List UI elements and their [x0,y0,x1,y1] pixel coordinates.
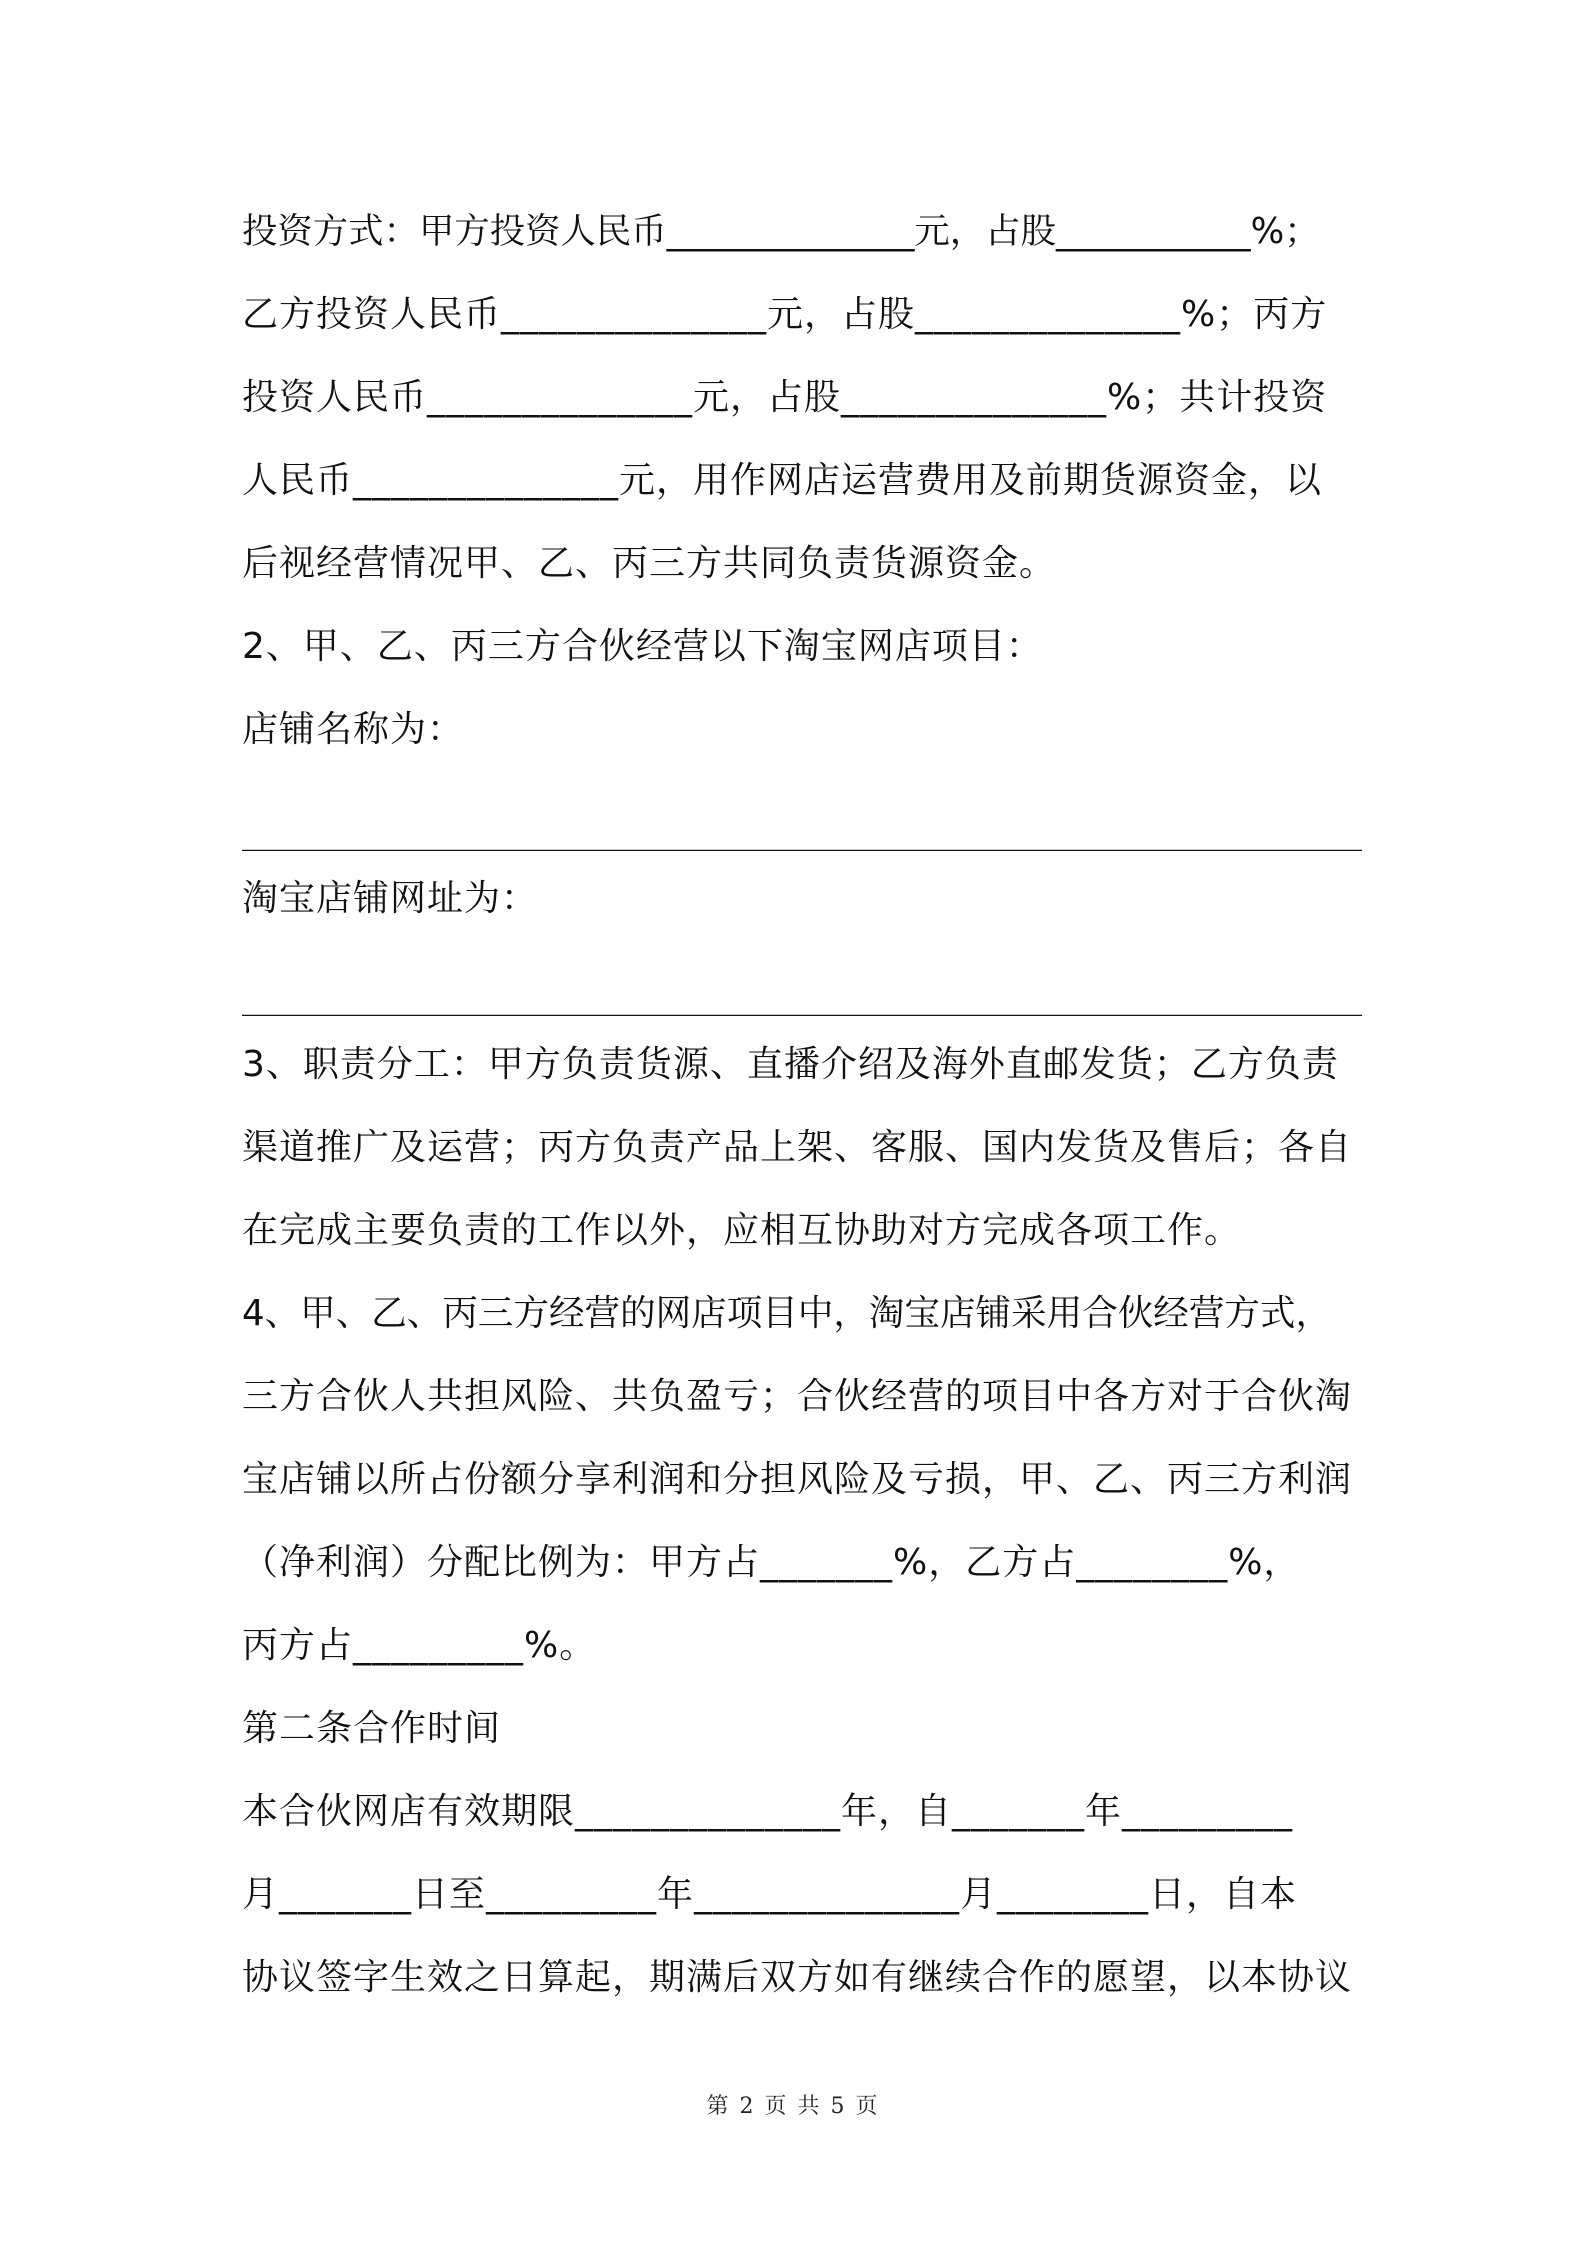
text-line-clause-4-cont-1: 三方合伙人共担风险、共负盈亏；合伙经营的项目中各方对于合伙淘 [242,1376,1353,1417]
page-number-footer: 第 2 页 共 5 页 [706,2094,880,2119]
section-heading-cooperation-time: 第二条合作时间 [242,1708,502,1749]
text-line-clause-4-cont-2: 宝店铺以所占份额分享利润和分担风险及亏损，甲、乙、丙三方利润 [242,1459,1353,1500]
text-line-party-c-ratio: 丙方占_________%。 [242,1625,597,1666]
text-line-clause-2: 2、甲、乙、丙三方合伙经营以下淘宝网店项目： [242,626,1043,667]
text-line-clause-3: 3、职责分工：甲方负责货源、直播介绍及海外直邮发货；乙方负责 [242,1044,1339,1085]
text-line-clause-4: 4、甲、乙、丙三方经营的网店项目中，淘宝店铺采用合伙经营方式， [242,1293,1332,1334]
text-line-supply-funds: 后视经营情况甲、乙、丙三方共同负责货源资金。 [242,543,1057,584]
text-line-effective-date: 协议签字生效之日算起，期满后双方如有继续合作的愿望，以本协议 [242,1957,1353,1998]
text-line-party-b-investment: 乙方投资人民币______________元，占股______________%；丙方 [242,294,1328,335]
text-line-total-investment: 人民币______________元，用作网店运营费用及前期货源资金，以 [242,460,1323,501]
text-line-shop-name-label: 店铺名称为： [242,709,465,750]
text-line-validity-period: 本合伙网店有效期限______________年，自_______年_________ [242,1791,1294,1832]
text-line-investment-method: 投资方式：甲方投资人民币______________元，占股___________%； [242,211,1320,252]
text-line-party-c-investment: 投资人民币______________元，占股______________%；共计投资 [242,377,1328,418]
shop-url-blank: ________________________________________________________ [242,977,1362,1016]
text-line-clause-3-cont-2: 在完成主要负责的工作以外，应相互协助对方完成各项工作。 [242,1210,1242,1251]
shop-name-blank: ________________________________________________________ [242,812,1362,851]
text-line-shop-url-label: 淘宝店铺网址为： [242,878,539,919]
text-line-clause-3-cont-1: 渠道推广及运营；丙方负责产品上架、客服、国内发货及售后；各自 [242,1127,1353,1168]
text-line-profit-ratio: （净利润）分配比例为：甲方占_______%，乙方占________%， [242,1542,1301,1583]
text-line-date-range: 月_______日至_________年______________月________日，自本 [242,1874,1298,1915]
